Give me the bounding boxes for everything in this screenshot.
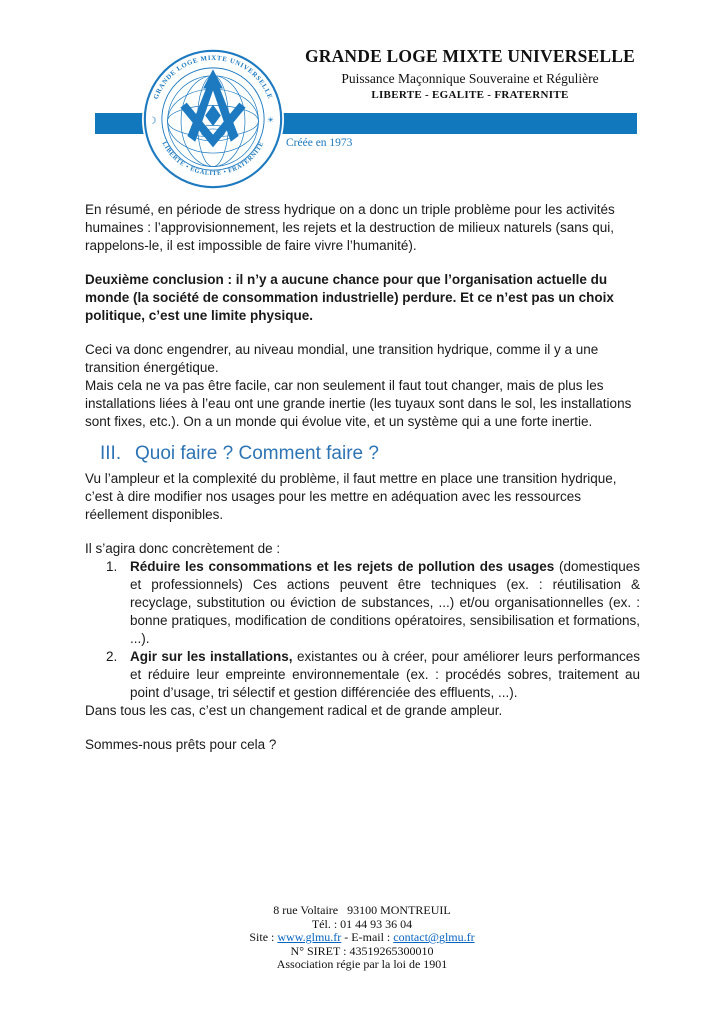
list-item-number: 1. <box>106 559 118 574</box>
paragraph-inertia: Mais cela ne va pas être facile, car non seulement il faut tout changer, mais de plus les installations liées à l’eau ont une grande inertie (les tuyaux sont dans le sol, les installations sont fixes, etc.). On a un monde qui évolue vite, et un système qui a une forte inertie. <box>85 378 632 429</box>
list-item-number: 2. <box>106 649 118 664</box>
footer-email-label: - E-mail : <box>341 930 394 944</box>
paragraph-radical-change: Dans tous les cas, c’est un changement radical et de grande ampleur. <box>85 703 503 718</box>
footer-site-label: Site : <box>249 930 278 944</box>
website-link[interactable]: www.glmu.fr <box>277 930 342 944</box>
section-number: III. <box>100 443 122 464</box>
logo-ring-bottom-text: LIBERTE • EGALITE • FRATERNITE <box>160 140 266 178</box>
section-heading <box>85 441 640 467</box>
list-item <box>85 648 640 702</box>
masonic-seal-icon <box>142 48 284 190</box>
list-item-lead: Agir sur les installations, <box>130 649 293 664</box>
footer-phone: Tél. : 01 44 93 36 04 <box>311 916 413 931</box>
list-item-rest: (domestiques et professionnels) Ces actions peuvent être techniques (ex. : réutilisation & recyclage, substitution ou éviction de substances, ...) et/ou organisationnelles (ex. : bonne pratiques, modification de conditions opératoires, sensibilisation et formations, ...). <box>130 559 640 646</box>
paragraph-transition: Ceci va donc engendrer, au niveau mondial, une transition hydrique, comme il y a une transition énergétique. <box>85 342 599 375</box>
list-item-rest: existantes ou à créer, pour améliorer leurs performances et réduire leur empreinte environnementale (ex. : procédés sobres, traitement au point d’usage, tri sélectif et gestion différenciée des effluents, ...). <box>130 649 640 700</box>
footer-address: 8 rue Voltaire 93100 MONTREUIL <box>273 903 451 917</box>
footer-siret: N° SIRET : 43519265300010 <box>290 943 434 958</box>
list-item <box>85 558 640 648</box>
header-rule-right <box>279 113 637 134</box>
org-header <box>300 46 640 101</box>
document-footer <box>0 904 724 972</box>
footer-association: Association régie par la loi de 1901 <box>276 957 448 971</box>
footer-contact-line <box>0 931 724 945</box>
org-motto: LIBERTE - EGALITE - FRATERNITE <box>371 89 569 101</box>
paragraph-second-conclusion: Deuxième conclusion : il n’y a aucune chance pour que l’organisation actuelle du monde (la société de consommation industrielle) perdure. Et ce n’est pas un choix politique, c’est une limite physique. <box>85 272 614 323</box>
paragraph-list-intro: Il s’agira donc concrètement de : <box>85 541 281 556</box>
sun-icon: ☀ <box>266 115 274 125</box>
org-subtitle: Puissance Maçonnique Souveraine et Régulière <box>341 71 599 86</box>
moon-icon: ☽ <box>148 115 157 127</box>
numbered-list <box>85 558 640 702</box>
org-title: GRANDE LOGE MIXTE UNIVERSELLE <box>304 46 636 66</box>
list-item-lead: Réduire les consommations et les rejets de pollution des usages <box>130 559 555 574</box>
paragraph-summary: En résumé, en période de stress hydrique on a donc un triple problème pour les activités humaines : l’approvisionnement, les rejets et la destruction de milieux naturels (sans qui, rappelons-le, il est impossible de faire vivre l’humanité). <box>85 202 615 253</box>
list-item-text <box>130 648 640 702</box>
list-item-text <box>130 558 640 648</box>
email-link[interactable]: contact@glmu.fr <box>393 930 475 944</box>
logo-ring-top-text: GRANDE LOGE MIXTE UNIVERSELLE <box>152 54 274 101</box>
square-and-compass-icon <box>180 69 245 147</box>
section-title: Quoi faire ? Comment faire ? <box>135 443 379 464</box>
paragraph-question: Sommes-nous prêts pour cela ? <box>85 737 277 752</box>
paragraph-scope: Vu l’ampleur et la complexité du problème, il faut mettre en place une transition hydrique, c’est à dire modifier nos usages pour les mettre en adéquation avec les ressources réellement disponibles. <box>85 471 617 522</box>
document-body <box>85 201 640 754</box>
created-date: Créée en 1973 <box>286 137 353 149</box>
glmu-logo <box>142 48 284 190</box>
